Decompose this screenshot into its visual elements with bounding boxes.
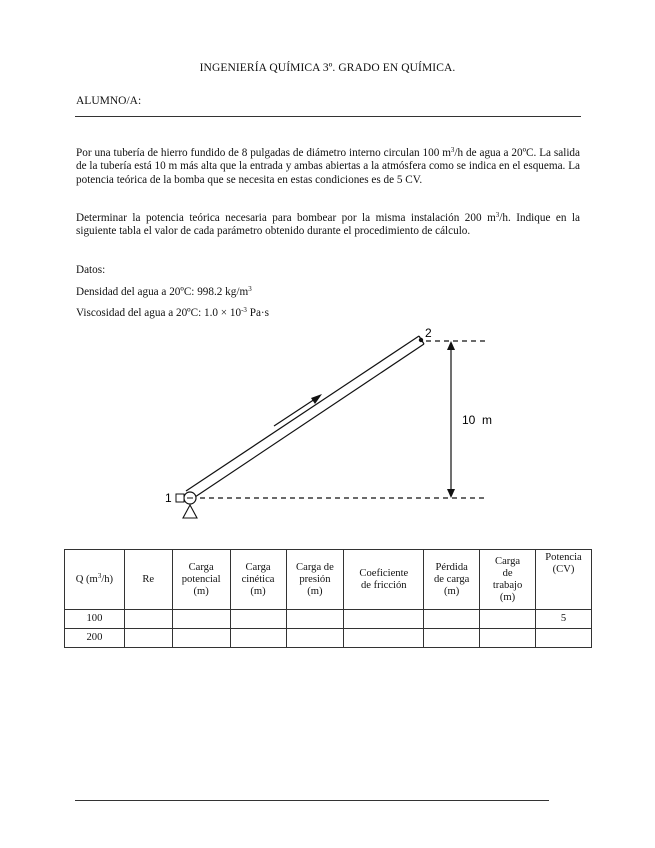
header-power: Potencia (CV): [536, 550, 592, 610]
results-table: [64, 549, 592, 648]
inlet-label: 1: [165, 491, 172, 505]
cell-pressure: [286, 610, 344, 629]
cell-kinetic: [230, 629, 286, 648]
header-potential-head: Carga potencial (m): [172, 550, 230, 610]
cell-power: 5: [536, 610, 592, 629]
header-reynolds: Re: [124, 550, 172, 610]
cell-friction: [344, 610, 424, 629]
pipe-upper-wall: [186, 336, 419, 491]
cell-power: [536, 629, 592, 648]
cell-work: [480, 629, 536, 648]
header-flow-rate: Q $(m^3/h)$: [65, 550, 125, 610]
viscosity-line: Viscosidad del agua a 20ºC: $1.0 \times 10^{-3}$ Pa·s: [76, 306, 270, 319]
cell-re: [124, 610, 172, 629]
pump-inlet-stub: [176, 494, 184, 502]
outlet-label: 2: [425, 326, 432, 340]
cell-q: 100: [65, 610, 125, 629]
cell-pressure: [286, 629, 344, 648]
height-label: 10 m: [462, 413, 493, 427]
cell-potential: [172, 629, 230, 648]
header-pressure-head: Carga de presión (m): [286, 550, 344, 610]
header-friction-coefficient: Coeficiente de fricción: [344, 550, 424, 610]
table-row: [65, 629, 592, 648]
cell-work: [480, 610, 536, 629]
cell-potential: [172, 610, 230, 629]
data-heading: Datos:: [76, 264, 106, 276]
page-title: INGENIERÍA QUÍMICA 3º. GRADO EN QUÍMICA.: [199, 62, 456, 74]
footer-divider: [75, 800, 549, 801]
task-statement: Determinar la potencia teórica necesaria para bombear por la misma instalación 200 $m^3/h$. Indique en la siguiente tabla el valor de cada parámetro obtenido durante el procedimiento de cálculo.: [76, 211, 581, 238]
dimension-arrow-down: [447, 489, 455, 498]
cell-q: 200: [65, 629, 125, 648]
header-kinetic-head: Carga cinética (m): [230, 550, 286, 610]
cell-kinetic: [230, 610, 286, 629]
pump-base-icon: [183, 505, 197, 518]
table-header-row: [65, 550, 592, 610]
problem-statement: Por una tubería de hierro fundido de 8 pulgadas de diámetro interno circulan 100 $m^3/h$ de agua a 20ºC. La salida de la tubería está 10 m más alta que la entrada y ambas abiertas a la atmósfera como se indica en el esquema. La potencia teórica de la bomba que se necesita en estas condiciones es de 5 CV.: [76, 146, 580, 186]
flow-arrow-head: [311, 394, 322, 404]
density-line: Densidad del agua a 20ºC: 998.2 $kg/m^3$: [76, 285, 252, 298]
header-work-head: Carga de trabajo (m): [480, 550, 536, 610]
cell-loss: [424, 629, 480, 648]
table-row: [65, 610, 592, 629]
cell-friction: [344, 629, 424, 648]
pipe-lower-wall: [192, 344, 424, 499]
student-name-label: ALUMNO/A:: [76, 95, 142, 107]
cell-re: [124, 629, 172, 648]
outlet-point: [419, 338, 423, 342]
dimension-arrow-up: [447, 341, 455, 350]
header-head-loss: Pérdida de carga (m): [424, 550, 480, 610]
cell-loss: [424, 610, 480, 629]
flow-arrow-shaft: [274, 397, 318, 426]
